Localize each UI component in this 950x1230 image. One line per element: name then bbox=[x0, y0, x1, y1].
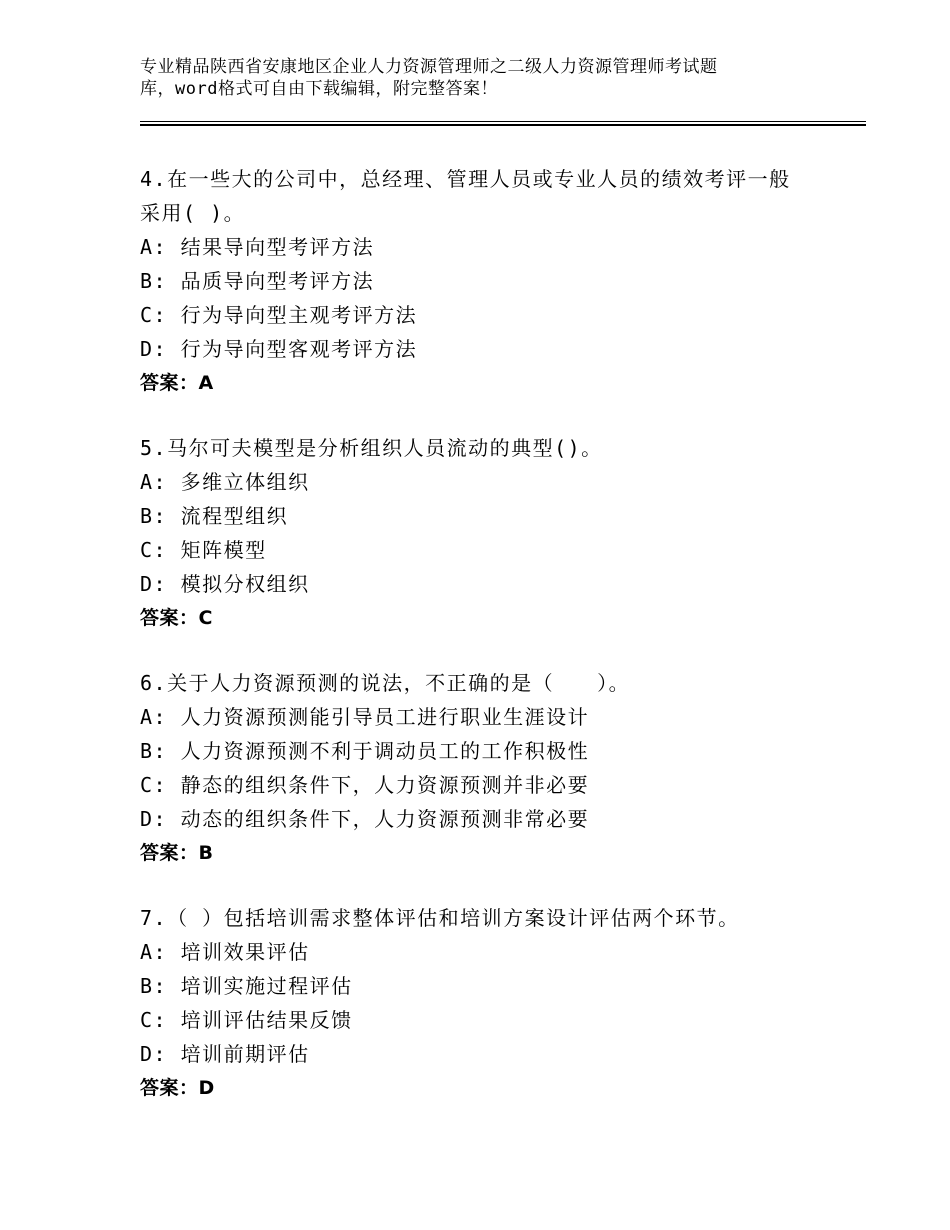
option-d: D: 行为导向型客观考评方法 bbox=[140, 337, 418, 361]
question-stem-continued: 采用( )。 bbox=[140, 201, 246, 225]
option-a: A: 培训效果评估 bbox=[140, 940, 310, 964]
option-d: D: 模拟分权组织 bbox=[140, 572, 310, 596]
header-title-line-1: 专业精品陕西省安康地区企业人力资源管理师之二级人力资源管理师考试题 bbox=[140, 57, 718, 77]
option-a: A: 多维立体组织 bbox=[140, 470, 310, 494]
header-divider-thick bbox=[140, 124, 866, 126]
option-b: B: 培训实施过程评估 bbox=[140, 974, 353, 998]
option-b: B: 品质导向型考评方法 bbox=[140, 269, 375, 293]
question-5 bbox=[140, 431, 840, 635]
option-a: A: 人力资源预测能引导员工进行职业生涯设计 bbox=[140, 705, 590, 729]
document-header bbox=[140, 56, 780, 100]
option-d: D: 动态的组织条件下，人力资源预测非常必要 bbox=[140, 807, 590, 831]
option-a: A: 结果导向型考评方法 bbox=[140, 235, 375, 259]
question-6 bbox=[140, 666, 840, 870]
question-7 bbox=[140, 901, 840, 1105]
option-b: B: 人力资源预测不利于调动员工的工作积极性 bbox=[140, 739, 590, 763]
option-d: D: 培训前期评估 bbox=[140, 1042, 310, 1066]
header-title-line-2: 库，word格式可自由下载编辑，附完整答案！ bbox=[140, 79, 498, 99]
answer-label: 答案：D bbox=[140, 1077, 215, 1099]
answer-label: 答案：A bbox=[140, 372, 214, 394]
question-stem: 5.马尔可夫模型是分析组织人员流动的典型()。 bbox=[140, 436, 603, 460]
question-stem: 7.（ ）包括培训需求整体评估和培训方案设计评估两个环节。 bbox=[140, 906, 740, 930]
question-list bbox=[140, 162, 840, 1136]
answer-label: 答案：C bbox=[140, 607, 213, 629]
answer-label: 答案：B bbox=[140, 842, 214, 864]
option-c: C: 行为导向型主观考评方法 bbox=[140, 303, 418, 327]
header-divider-thin bbox=[140, 121, 866, 122]
option-c: C: 矩阵模型 bbox=[140, 538, 267, 562]
question-4 bbox=[140, 162, 840, 400]
question-stem: 4.在一些大的公司中，总经理、管理人员或专业人员的绩效考评一般 bbox=[140, 167, 791, 191]
question-stem: 6.关于人力资源预测的说法，不正确的是（ ）。 bbox=[140, 671, 631, 695]
option-c: C: 培训评估结果反馈 bbox=[140, 1008, 353, 1032]
option-c: C: 静态的组织条件下，人力资源预测并非必要 bbox=[140, 773, 590, 797]
option-b: B: 流程型组织 bbox=[140, 504, 289, 528]
